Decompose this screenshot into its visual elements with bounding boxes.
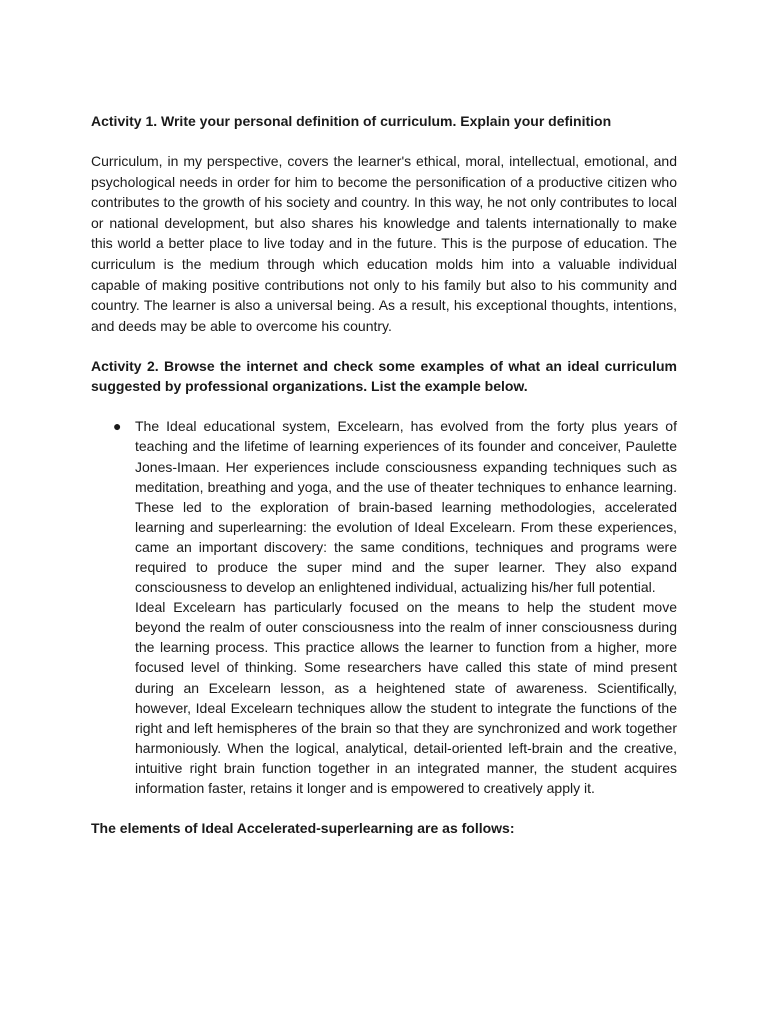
bullet-paragraph-focus: Ideal Excelearn has particularly focused on the means to help the student move beyond the realm of outer consciousness into the realm of inner consciousness during the learning process. This practice allows the learner to function from a higher, more focused level of thinking. Some researchers have called this state of mind present during an Excelearn lesson, as a heightened state of awareness. Scientifically, however, Ideal Excelearn techniques allow the student to integrate the functions of the right and left hemispheres of the brain so that they are synchronized and work together harmoniously. When the logical, analytical, detail-oriented left-brain and the creative, intuitive right brain function together in an integrated manner, the student acquires information faster, retains it longer and is empowered to creatively apply it. [135, 599, 677, 797]
activity2-heading: Activity 2. Browse the internet and check some examples of what an ideal curriculum suggested by professional organizations. List the example below. [91, 358, 677, 395]
bullet-icon: ● [113, 418, 122, 435]
bullet-paragraph-excelearn: The Ideal educational system, Excelearn, has evolved from the forty plus years of teaching and the lifetime of learning experiences of its founder and conceiver, Paulette Jones-Imaan. Her experiences include consciousness expanding techniques such as meditation, breathing and yoga, and the use of theater techniques to enhance learning. These led to the exploration of brain-based learning methodologies, accelerated learning and superlearning: the evolution of Ideal Excelearn. From these experiences, came an important discovery: the same conditions, techniques and programs were required to produce the super mind and the super learner. They also expand consciousness to develop an enlightened individual, actualizing his/her full potential. [135, 418, 677, 596]
bullet-list-item [91, 416, 677, 798]
elements-heading: The elements of Ideal Accelerated-superlearning are as follows: [91, 820, 515, 837]
document-page [91, 111, 677, 838]
activity1-heading: Activity 1. Write your personal definition of curriculum. Explain your definition [91, 113, 612, 129]
activity1-body: Curriculum, in my perspective, covers the learner's ethical, moral, intellectual, emotional, and psychological needs in order for him to become the personification of a productive citizen who contributes to the growth of his society and country. In this way, he not only contributes to local or national development, but also shares his knowledge and talents internationally to make this world a better place to live today and in the future. This is the purpose of education. The curriculum is the medium through which education molds him into a valuable individual capable of making positive contributions not only to his family but also to his community and country. The learner is also a universal being. As a result, his exceptional thoughts, intentions, and deeds may be able to overcome his country. [91, 153, 677, 334]
